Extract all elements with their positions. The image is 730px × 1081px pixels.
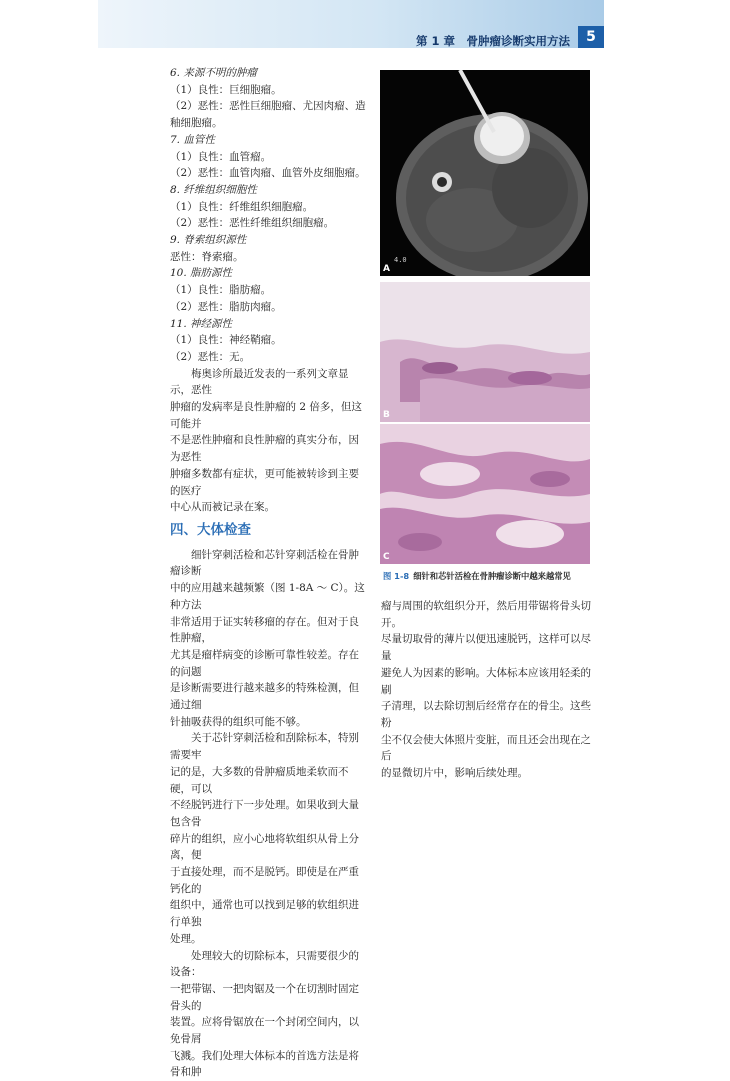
- figure-panel-a-ct-scan: [380, 70, 590, 276]
- text-line: 中的应用越来越频繁（图 1-8A ～ C）。这种方法: [170, 582, 365, 611]
- text-line: 一把带锯、一把肉锯及一个在切割时固定骨头的: [170, 982, 359, 1012]
- text-line: （1）良性：脂肪瘤。: [170, 284, 272, 297]
- text-line: 釉细胞瘤。: [170, 117, 223, 130]
- text-line: 的显微切片中，影响后续处理。: [381, 767, 528, 780]
- category-heading: 8. 纤维组织细胞性: [170, 183, 257, 196]
- text-line: （1）良性：纤维组织细胞瘤。: [170, 200, 314, 213]
- text-line: （1）良性：血管瘤。: [170, 150, 272, 163]
- text-line: 尽量切取骨的薄片以便迅速脱钙，这样可以尽量: [381, 633, 591, 663]
- text-line: 子清理，以去除切割后经常存在的骨尘。这些粉: [381, 700, 591, 729]
- text-line: （2）恶性：恶性巨细胞瘤、尤因肉瘤、造: [170, 100, 366, 113]
- text-line: 不是恶性肿瘤和良性肿瘤的真实分布，因为恶性: [170, 434, 359, 464]
- text-line: 尤其是瘤样病变的诊断可靠性较差。存在的问题: [170, 648, 359, 678]
- text-line: 肿瘤多数都有症状，更可能被转诊到主要的医疗: [170, 467, 359, 497]
- panel-c-label: C: [383, 552, 390, 562]
- page-number: 5: [578, 26, 604, 48]
- text-line: 组织中，通常也可以找到足够的软组织进行单独: [170, 899, 359, 929]
- category-heading: 10. 脂肪源性: [170, 267, 233, 280]
- text-line: （1）良性：巨细胞瘤。: [170, 83, 282, 96]
- figure-caption: [383, 570, 598, 582]
- left-text-column: [170, 65, 368, 1081]
- panel-a-label: A: [383, 264, 390, 274]
- text-line: 处理。: [170, 932, 202, 945]
- text-line: （1）良性：神经鞘瘤。: [170, 334, 282, 347]
- text-line: 非常适用于证实转移瘤的存在。但对于良性肿瘤，: [170, 615, 359, 645]
- page-header: [98, 0, 604, 48]
- figure-panel-c-histology-high: [380, 424, 590, 564]
- text-line: （2）恶性：恶性纤维组织细胞瘤。: [170, 217, 335, 230]
- category-heading: 11. 神经源性: [170, 317, 233, 330]
- text-line: 细针穿刺活检和芯针穿刺活检在骨肿瘤诊断: [170, 548, 359, 578]
- category-heading: 9. 脊索组织源性: [170, 234, 247, 247]
- text-line: （2）恶性：无。: [170, 350, 251, 363]
- chapter-title: 第 1 章 骨肿瘤诊断实用方法: [415, 34, 570, 48]
- text-line: 装置。应将骨锯放在一个封闭空间内，以免骨屑: [170, 1016, 359, 1046]
- figure-caption-label: 图 1-8: [383, 571, 410, 581]
- text-line: 肿瘤的发病率是良性肿瘤的 2 倍多，但这可能并: [170, 401, 362, 430]
- histology-low-power-image: [380, 282, 590, 422]
- panel-b-label: B: [383, 410, 390, 420]
- text-line: 飞溅。我们处理大体标本的首选方法是将骨和肿: [170, 1049, 359, 1079]
- ct-scan-image: [380, 70, 590, 276]
- text-line: 记的是，大多数的骨肿瘤质地柔软而不硬，可以: [170, 765, 349, 795]
- text-line: 关于芯针穿刺活检和刮除标本，特别需要牢: [170, 732, 359, 762]
- section-heading: 四、大体检查: [170, 521, 251, 538]
- text-line: 碎片的组织，应小心地将软组织从骨上分离，便: [170, 832, 359, 862]
- text-line: 尘不仅会使大体照片变脏，而且还会出现在之后: [381, 733, 591, 763]
- text-line: （2）恶性：脂肪肉瘤。: [170, 300, 282, 313]
- ct-overlay-text: 4.0: [394, 256, 407, 264]
- category-heading: 6. 来源不明的肿瘤: [170, 67, 257, 79]
- text-line: 瘤与周围的软组织分开，然后用带锯将骨头切开。: [381, 600, 591, 629]
- figure-panel-b-histology-low: [380, 282, 590, 422]
- text-line: 于直接处理，而不是脱钙。即使是在严重钙化的: [170, 866, 359, 895]
- right-text-column: [381, 598, 601, 782]
- category-heading: 7. 血管性: [170, 133, 215, 146]
- figure-caption-text: 细针和芯针活检在骨肿瘤诊断中越来越常见: [413, 571, 571, 581]
- text-line: 处理较大的切除标本，只需要很少的设备：: [170, 949, 359, 979]
- histology-high-power-image: [380, 424, 590, 564]
- text-line: （2）恶性：血管肉瘤、血管外皮细胞瘤。: [170, 167, 366, 180]
- text-line: 梅奥诊所最近发表的一系列文章显示，恶性: [170, 367, 349, 397]
- text-line: 针抽吸获得的组织可能不够。: [170, 715, 307, 728]
- text-line: 恶性：脊索瘤。: [170, 250, 244, 263]
- text-line: 避免人为因素的影响。大体标本应该用轻柔的刷: [381, 666, 591, 696]
- text-line: 中心从而被记录在案。: [170, 501, 275, 514]
- text-line: 不经脱钙进行下一步处理。如果收到大量包含骨: [170, 799, 359, 828]
- text-line: 是诊断需要进行越来越多的特殊检测，但通过细: [170, 682, 359, 712]
